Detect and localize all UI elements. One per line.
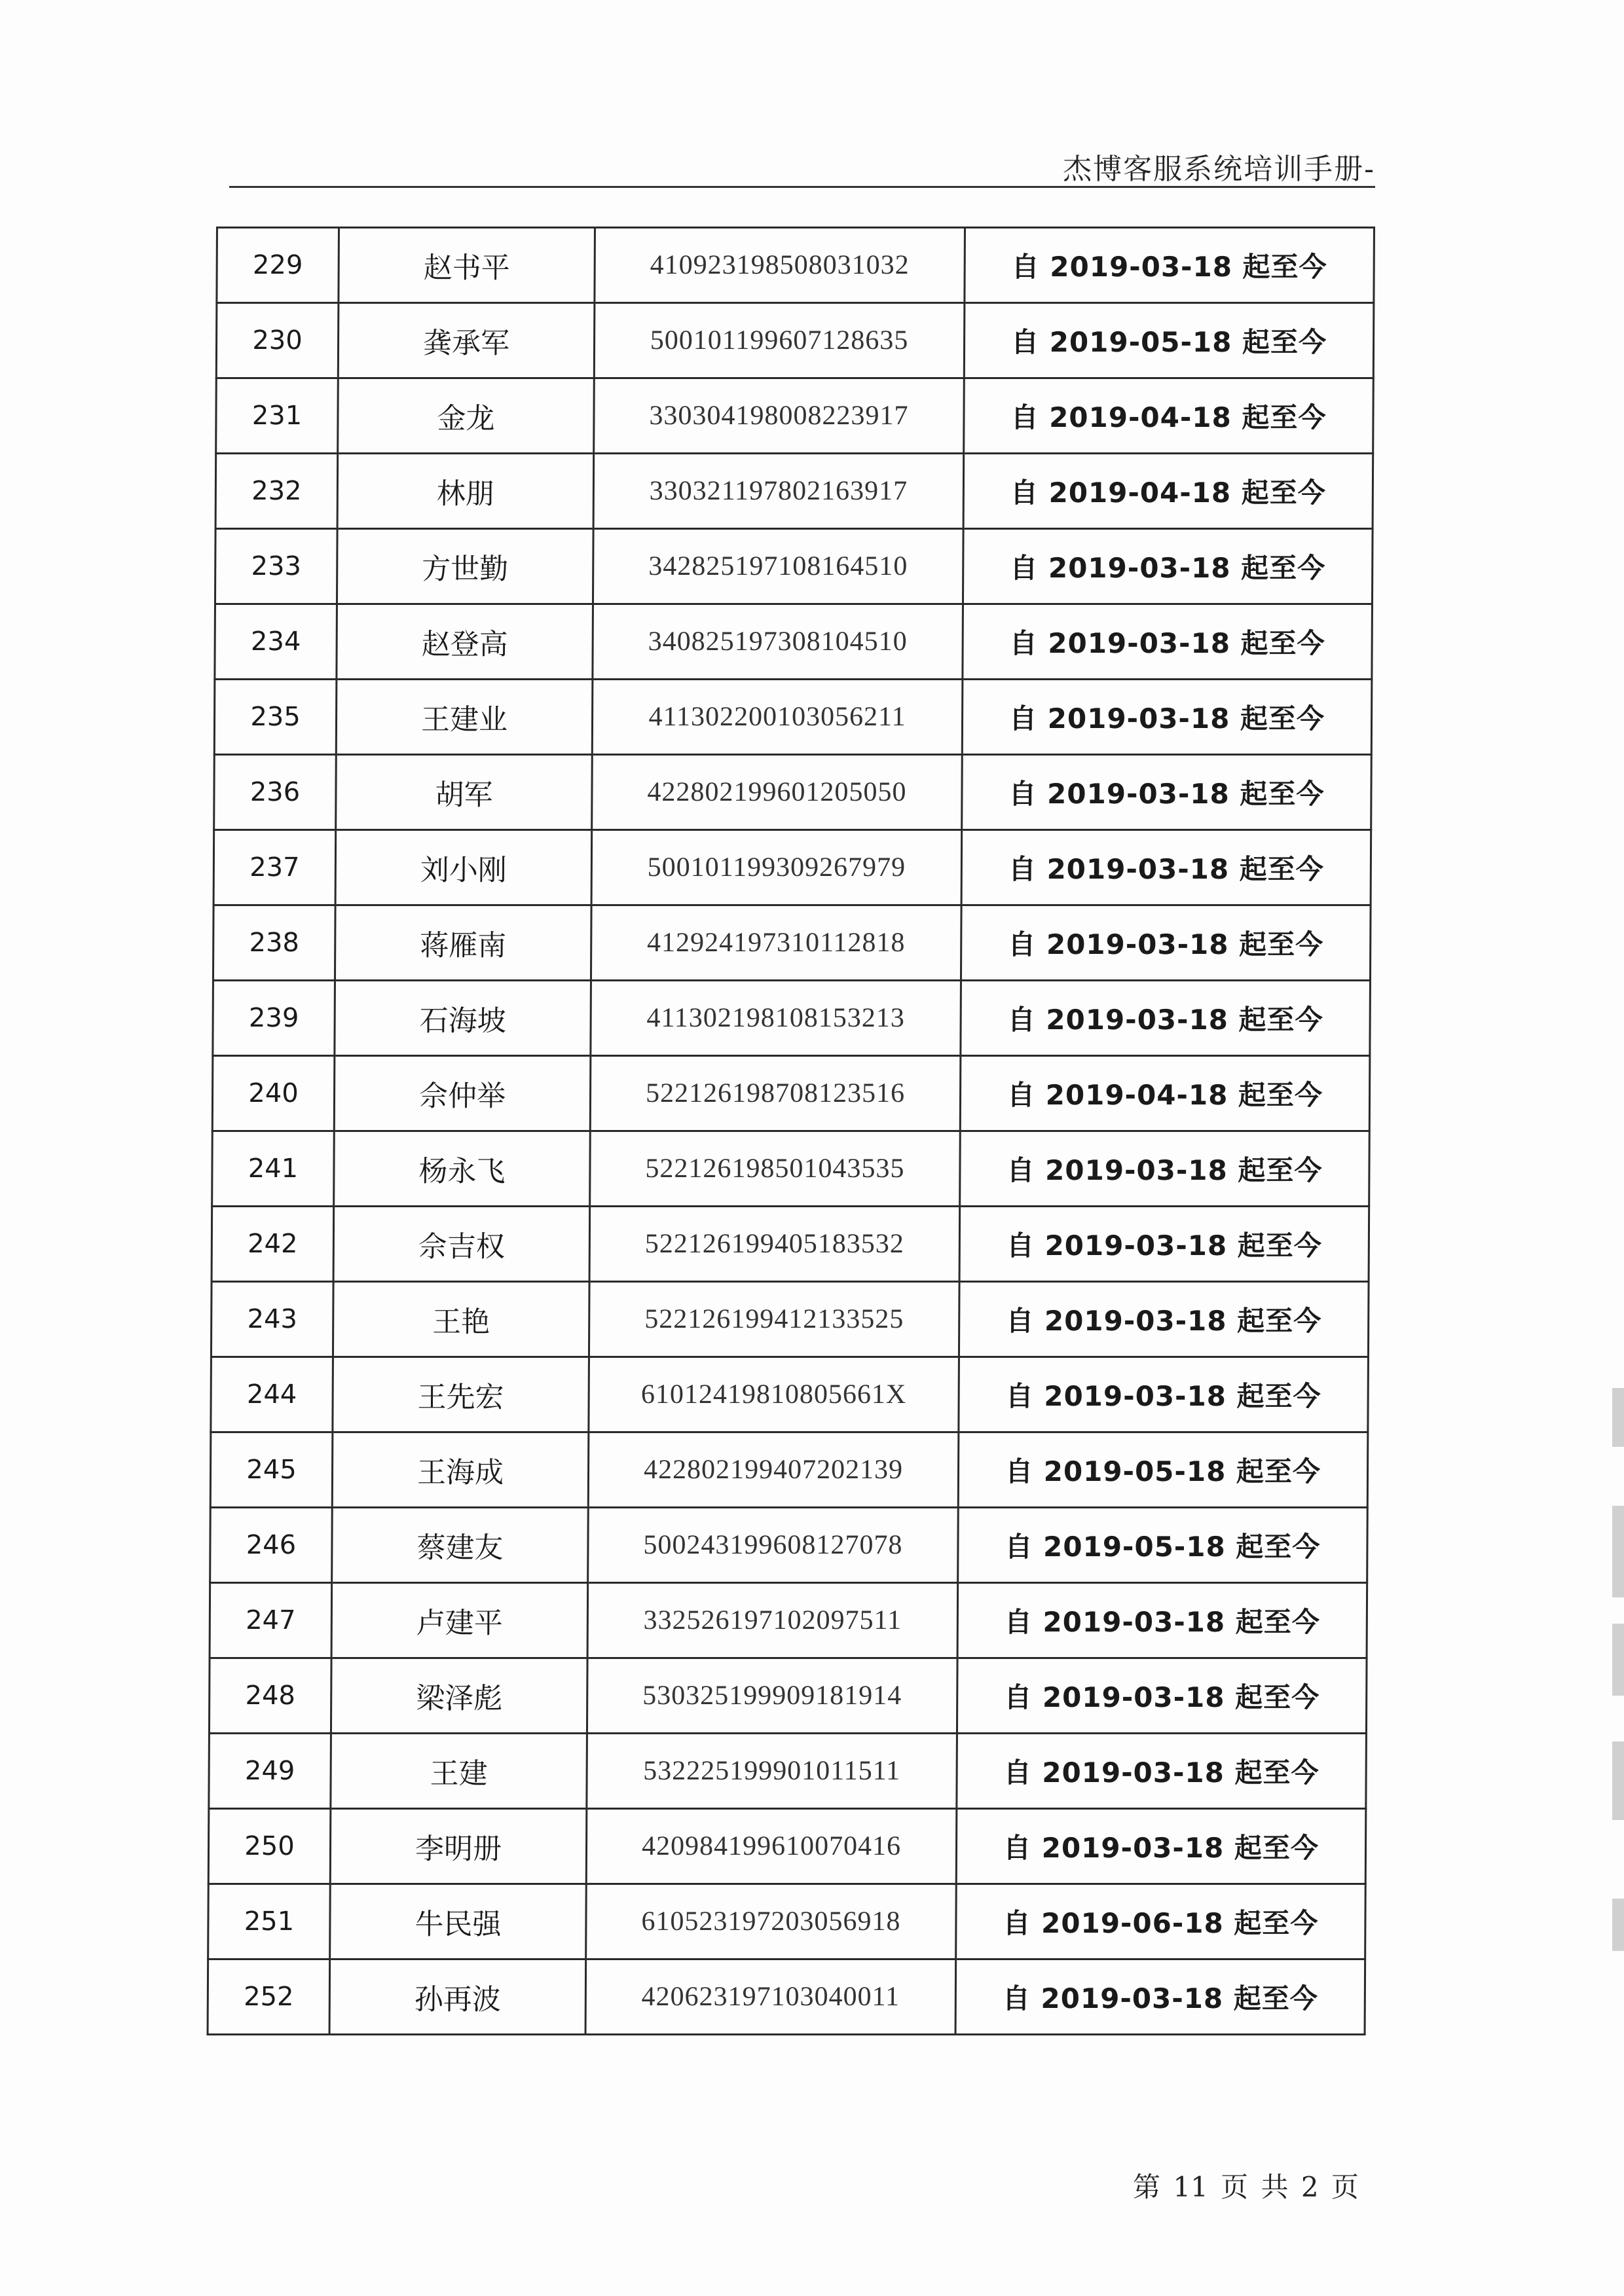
- id-number: 342825197108164510: [593, 529, 963, 604]
- scan-mark: [1612, 1899, 1624, 1951]
- id-number: 411302198108153213: [591, 981, 961, 1056]
- employment-period: 自 2019-03-18 起至今: [959, 1357, 1369, 1432]
- table-row: [214, 680, 1372, 755]
- row-number: 241: [212, 1131, 335, 1207]
- employee-name: 牛民强: [330, 1884, 587, 1959]
- table-row: [213, 905, 1371, 981]
- table-row: [216, 378, 1374, 454]
- row-number: 245: [210, 1432, 333, 1508]
- employee-name: 林朋: [337, 454, 594, 529]
- row-number: 234: [215, 604, 337, 680]
- employment-period: 自 2019-03-18 起至今: [956, 1809, 1366, 1884]
- row-number: 250: [208, 1809, 331, 1884]
- employment-period: 自 2019-04-18 起至今: [963, 454, 1373, 529]
- employee-name: 王艳: [333, 1282, 589, 1357]
- employment-period: 自 2019-03-18 起至今: [957, 1658, 1367, 1734]
- id-number: 500101199607128635: [594, 303, 965, 378]
- employment-period: 自 2019-03-18 起至今: [957, 1734, 1367, 1809]
- id-number: 412924197310112818: [591, 905, 961, 981]
- employment-period: 自 2019-04-18 起至今: [964, 378, 1374, 454]
- id-number: 500243199608127078: [588, 1508, 959, 1583]
- row-number: 236: [214, 755, 337, 830]
- employee-name: 卢建平: [331, 1583, 588, 1658]
- employment-period: 自 2019-03-18 起至今: [962, 680, 1372, 755]
- table-row: [216, 303, 1374, 378]
- row-number: 244: [211, 1357, 333, 1432]
- id-number: 522126198501043535: [590, 1131, 961, 1207]
- scan-mark: [1612, 1741, 1624, 1820]
- id-number: 422802199601205050: [592, 755, 963, 830]
- table-row: [212, 1056, 1370, 1131]
- employee-name: 王建业: [336, 680, 593, 755]
- employee-name: 孙再波: [329, 1959, 586, 2035]
- id-number: 500101199309267979: [591, 830, 962, 905]
- employee-name: 蒋雁南: [335, 905, 591, 981]
- employment-period: 自 2019-03-18 起至今: [965, 228, 1375, 303]
- id-number: 330304198008223917: [594, 378, 965, 454]
- employee-name: 王建: [331, 1734, 587, 1809]
- table-row: [212, 1207, 1369, 1282]
- row-number: 233: [215, 529, 337, 604]
- scan-mark: [1612, 1388, 1624, 1447]
- employment-period: 自 2019-03-18 起至今: [960, 1131, 1370, 1207]
- table-row: [210, 1432, 1368, 1508]
- row-number: 231: [216, 378, 339, 454]
- table-row: [215, 529, 1373, 604]
- employment-period: 自 2019-06-18 起至今: [956, 1884, 1366, 1959]
- scan-mark: [1612, 1624, 1624, 1696]
- employment-period: 自 2019-03-18 起至今: [961, 830, 1371, 905]
- table-row: [208, 1959, 1365, 2035]
- employment-period: 自 2019-03-18 起至今: [961, 981, 1371, 1056]
- row-number: 252: [208, 1959, 330, 2035]
- employment-period: 自 2019-05-18 起至今: [964, 303, 1374, 378]
- id-number: 330321197802163917: [593, 454, 964, 529]
- row-number: 251: [208, 1884, 331, 1959]
- row-number: 237: [213, 830, 336, 905]
- id-number: 422802199407202139: [588, 1432, 959, 1508]
- table-row: [212, 1131, 1370, 1207]
- employment-period: 自 2019-03-18 起至今: [957, 1583, 1367, 1658]
- employee-name: 佘吉权: [333, 1207, 590, 1282]
- row-number: 248: [209, 1658, 331, 1734]
- employee-name: 佘仲举: [334, 1056, 591, 1131]
- header-rule: [229, 186, 1375, 188]
- employment-period: 自 2019-03-18 起至今: [959, 1282, 1369, 1357]
- employee-name: 赵登高: [337, 604, 593, 680]
- table-row: [208, 1809, 1366, 1884]
- id-number: 522126198708123516: [590, 1056, 961, 1131]
- row-number: 230: [216, 303, 339, 378]
- employee-name: 王海成: [332, 1432, 589, 1508]
- table-row: [209, 1658, 1367, 1734]
- id-number: 522126199412133525: [589, 1282, 959, 1357]
- row-number: 235: [214, 680, 337, 755]
- table-row: [210, 1583, 1367, 1658]
- id-number: 332526197102097511: [587, 1583, 958, 1658]
- id-number: 411302200103056211: [592, 680, 963, 755]
- employment-period: 自 2019-03-18 起至今: [961, 905, 1371, 981]
- record-table: [207, 227, 1375, 2035]
- id-number: 61012419810805661X: [589, 1357, 959, 1432]
- record-table-body: [208, 228, 1374, 2035]
- row-number: 247: [210, 1583, 332, 1658]
- table-row: [215, 604, 1373, 680]
- employee-name: 石海坡: [335, 981, 591, 1056]
- employment-period: 自 2019-05-18 起至今: [958, 1508, 1368, 1583]
- employment-period: 自 2019-05-18 起至今: [958, 1432, 1368, 1508]
- employee-name: 方世勤: [337, 529, 593, 604]
- row-number: 239: [213, 981, 335, 1056]
- employment-period: 自 2019-03-18 起至今: [959, 1207, 1369, 1282]
- employee-name: 蔡建友: [332, 1508, 589, 1583]
- employment-period: 自 2019-03-18 起至今: [962, 755, 1372, 830]
- table-row: [215, 454, 1373, 529]
- id-number: 522126199405183532: [589, 1207, 960, 1282]
- employment-period: 自 2019-03-18 起至今: [963, 529, 1373, 604]
- table-row: [211, 1282, 1369, 1357]
- employee-name: 李明册: [330, 1809, 587, 1884]
- scan-mark: [1612, 1506, 1624, 1597]
- table-row: [217, 228, 1375, 303]
- id-number: 530325199909181914: [587, 1658, 957, 1734]
- row-number: 243: [211, 1282, 333, 1357]
- id-number: 410923198508031032: [595, 228, 965, 303]
- row-number: 242: [212, 1207, 334, 1282]
- employee-name: 刘小刚: [335, 830, 592, 905]
- table-row: [213, 981, 1371, 1056]
- employee-name: 胡军: [336, 755, 593, 830]
- row-number: 249: [209, 1734, 331, 1809]
- employee-name: 梁泽彪: [331, 1658, 587, 1734]
- employment-period: 自 2019-03-18 起至今: [963, 604, 1373, 680]
- id-number: 610523197203056918: [586, 1884, 957, 1959]
- table-row: [210, 1508, 1368, 1583]
- row-number: 246: [210, 1508, 333, 1583]
- employee-name: 龚承军: [338, 303, 595, 378]
- table-row: [208, 1884, 1366, 1959]
- id-number: 420984199610070416: [586, 1809, 957, 1884]
- id-number: 420623197103040011: [585, 1959, 956, 2035]
- table-row: [211, 1357, 1369, 1432]
- table-row: [213, 830, 1371, 905]
- employee-name: 金龙: [338, 378, 595, 454]
- employee-name: 赵书平: [339, 228, 595, 303]
- employee-name: 王先宏: [333, 1357, 589, 1432]
- table-row: [209, 1734, 1367, 1809]
- footer-page-number: 第 11 页 共 2 页: [1133, 2171, 1359, 2203]
- header-title: 杰博客服系统培训手册-: [1063, 153, 1375, 186]
- employment-period: 自 2019-04-18 起至今: [960, 1056, 1370, 1131]
- row-number: 229: [217, 228, 339, 303]
- id-number: 340825197308104510: [593, 604, 963, 680]
- row-number: 232: [215, 454, 338, 529]
- table-row: [214, 755, 1372, 830]
- employee-name: 杨永飞: [334, 1131, 591, 1207]
- employment-period: 自 2019-03-18 起至今: [955, 1959, 1365, 2035]
- id-number: 532225199901011511: [587, 1734, 957, 1809]
- row-number: 240: [212, 1056, 335, 1131]
- row-number: 238: [213, 905, 335, 981]
